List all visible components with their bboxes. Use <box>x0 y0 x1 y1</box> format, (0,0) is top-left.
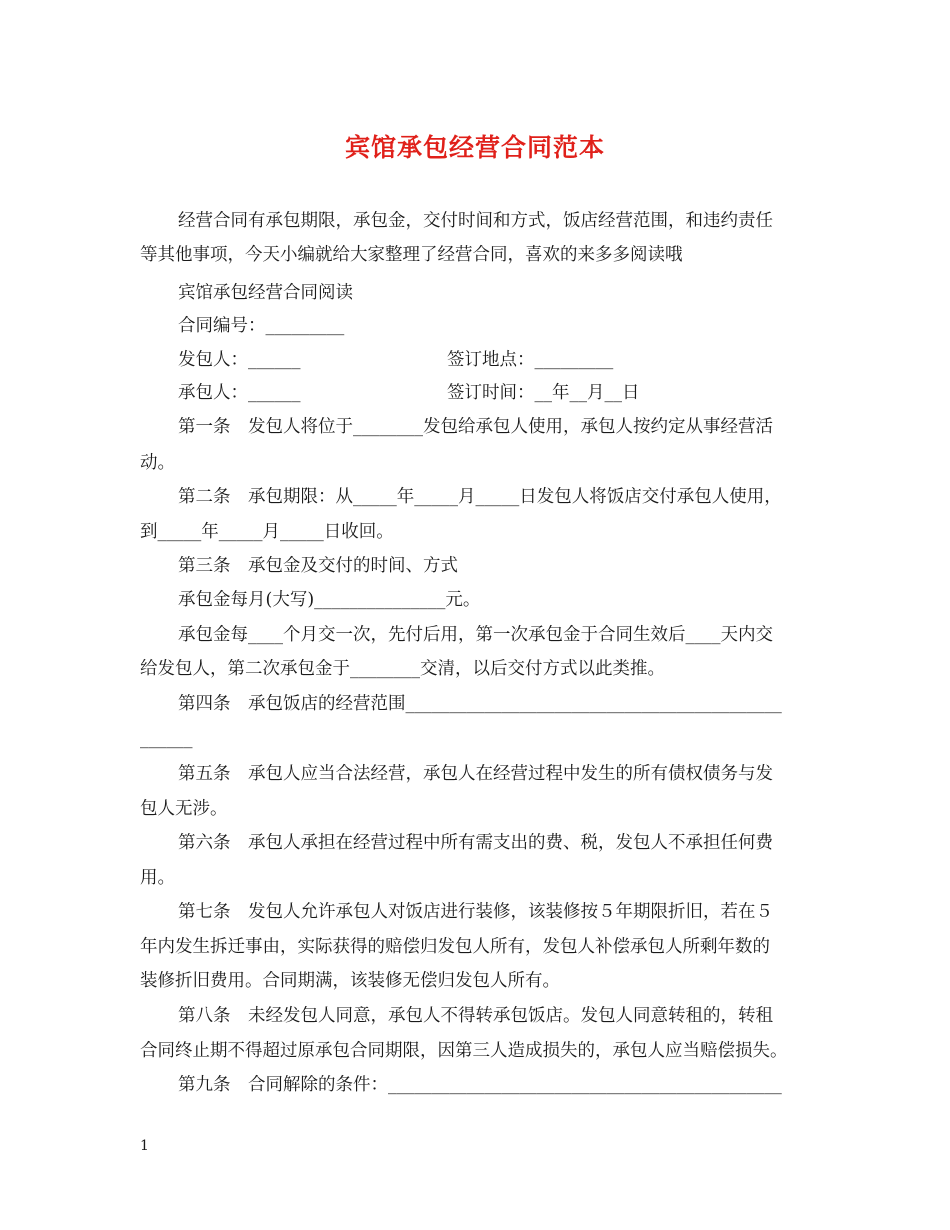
article-3: 承包金每月(大写)_______________元。 <box>178 590 481 610</box>
article-8: 合同终止期不得超过原承包合同期限，因第三人造成损失的，承包人应当赔偿损失。 <box>140 1041 788 1061</box>
sign-place: 签订地点：_________ <box>447 350 614 370</box>
article-1: 第一条 发包人将位于________发包给承包人使用，承包人按约定从事经营活 <box>178 417 773 437</box>
article-8: 第八条 未经发包人同意，承包人不得转承包饭店。发包人同意转租的，转租 <box>178 1006 773 1026</box>
article-3: 第三条 承包金及交付的时间、方式 <box>178 556 458 576</box>
article-6: 第六条 承包人承担在经营过程中所有需支出的费、税，发包人不承担任何费 <box>178 833 773 853</box>
article-4: 第四条 承包饭店的经营范围___________________________________________ <box>178 694 782 714</box>
article-5: 第五条 承包人应当合法经营，承包人在经营过程中发生的所有债权债务与发 <box>178 764 773 784</box>
article-3: 承包金每____个月交一次，先付后用，第一次承包金于合同生效后____天内交 <box>178 625 773 645</box>
article-4: ______ <box>140 729 193 749</box>
article-1: 动。 <box>140 453 175 473</box>
intro-text: 经营合同有承包期限，承包金，交付时间和方式，饭店经营范围，和违约责任 <box>178 211 773 231</box>
article-3: 给发包人，第二次承包金于________交清，以后交付方式以此类推。 <box>140 659 665 679</box>
article-9: 第九条 合同解除的条件：_____________________________________________ <box>178 1075 782 1095</box>
page-number: 1 <box>140 1138 149 1154</box>
intro-text: 等其他事项，今天小编就给大家整理了经营合同，喜欢的来多多阅读哦 <box>140 245 683 265</box>
article-7: 年内发生拆迁事由，实际获得的赔偿归发包人所有，发包人补偿承包人所剩年数的 <box>140 937 770 957</box>
party-a: 发包人：______ <box>178 350 301 370</box>
article-7: 装修折旧费用。合同期满，该装修无偿归发包人所有。 <box>140 971 560 991</box>
article-6: 用。 <box>140 868 175 888</box>
article-5: 包人无涉。 <box>140 799 228 819</box>
sign-time: 签订时间：__年__月__日 <box>447 383 640 403</box>
contract-number: 合同编号：_________ <box>178 316 345 336</box>
article-7: 第七条 发包人允许承包人对饭店进行装修，该装修按５年期限折旧，若在５ <box>178 902 773 922</box>
article-2: 第二条 承包期限：从_____年_____月_____日发包人将饭店交付承包人使用， <box>178 487 782 507</box>
subtitle: 宾馆承包经营合同阅读 <box>178 283 353 303</box>
party-b: 承包人：______ <box>178 383 301 403</box>
article-2: 到_____年_____月_____日收回。 <box>140 522 394 542</box>
document-title: 宾馆承包经营合同范本 <box>344 133 605 162</box>
